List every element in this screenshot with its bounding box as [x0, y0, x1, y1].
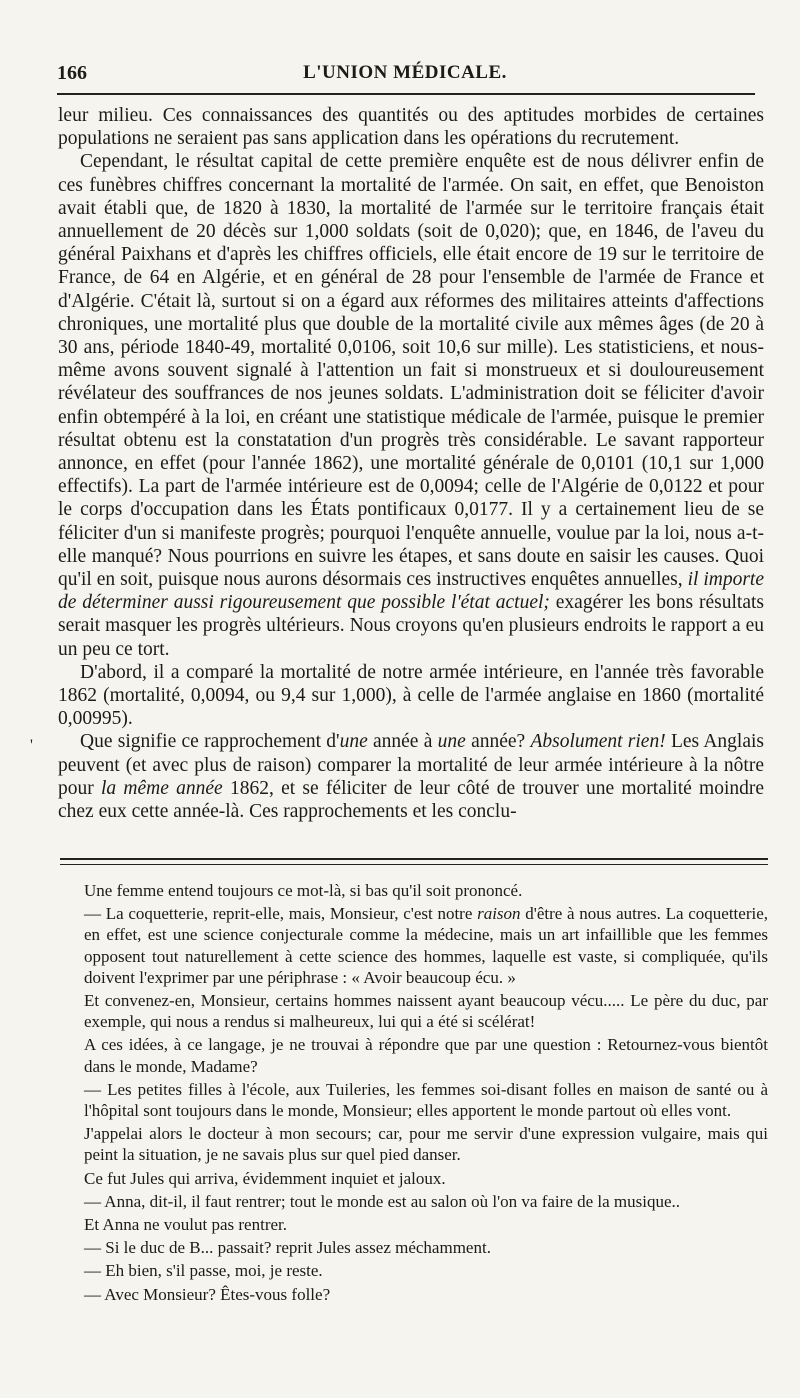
question-text-4: Les Anglais peuvent (et avec plus de raison) comparer la mortalité de leur armée intérieure à la nôtre pour [58, 731, 764, 799]
feuilleton-line: — Anna, dit-il, il faut rentrer; tout le monde est au salon où l'on va faire de la musique.. [84, 1191, 681, 1211]
feuilleton-line [84, 903, 768, 988]
question-text-1: Que signifie ce rapprochement d' [80, 731, 340, 753]
question-text-3: année? [465, 731, 531, 753]
feuilleton-rule-thin [60, 864, 768, 865]
feuilleton-line: Et convenez-en, Monsieur, certains hommes naissent ayant beaucoup vécu..... Le père du duc, par exemple, qui nous a rendus si malheureux, lui qui a été si scélérat! [84, 991, 768, 1032]
feuilleton-line-start: — La coquetterie, reprit-elle, mais, Monsieur, c'est notre [84, 904, 473, 924]
feuilleton-line: Une femme entend toujours ce mot-là, si bas qu'il soit prononcé. [84, 881, 523, 900]
feuilleton-rule-thick [60, 858, 768, 860]
italic-phrase: il importe de déterminer aussi rigoureusement que possible l'état actuel; [58, 569, 764, 614]
page-number: 166 [57, 62, 87, 84]
paragraph-continuation: leur milieu. Ces connaissances des quantités ou des aptitudes morbides de certaines populations ne seraient pas sans application dans les opérations du recrutement. [58, 105, 764, 150]
feuilleton-line: — Avec Monsieur? Êtes-vous folle? [84, 1284, 331, 1304]
paragraph-mortality-end: exagérer les bons résultats serait masquer les progrès ultérieurs. Nous croyons qu'en plusieurs endroits le rapport a eu un peu ce tort. [58, 592, 764, 660]
running-title: L'UNION MÉDICALE. [303, 62, 507, 83]
feuilleton-text [84, 880, 768, 1307]
paragraph-comparison: D'abord, il a comparé la mortalité de notre armée intérieure, en l'année très favorable 1862 (mortalité, 0,0094, ou 9,4 sur 1,000), à celle de l'armée anglaise en 1860 (mortalité 0,00995). [58, 661, 764, 730]
italic-raison: raison [477, 904, 521, 924]
feuilleton-line: — Les petites filles à l'école, aux Tuileries, les femmes soi-disant folles en maison de santé ou à l'hôpital sont toujours dans le monde, Monsieur; elles apportent le monde partout où elles vont. [84, 1079, 768, 1121]
question-text-2: année à [367, 731, 438, 753]
feuilleton-line-end: d'être à nous autres. La coquetterie, en effet, est une science conjecturale comme la médecine, mais un art infaillible que les femmes opposent tout naturellement à cette science des hommes, laquelle est vaste, si compliquée, qu'ils doivent l'exprimer par une périphrase : « Avoir beaucoup écu. » [84, 904, 769, 987]
feuilleton-line: Ce fut Jules qui arriva, évidemment inquiet et jaloux. [84, 1168, 446, 1188]
header-rule [57, 93, 755, 95]
main-article-text [58, 104, 764, 823]
paragraph-question [58, 730, 764, 823]
page-header [57, 60, 753, 86]
paragraph-mortality [58, 150, 764, 660]
feuilleton-line: — Si le duc de B... passait? reprit Jules assez méchamment. [84, 1238, 491, 1258]
feuilleton-line: — Eh bien, s'il passe, moi, je reste. [84, 1261, 323, 1281]
feuilleton-line: J'appelai alors le docteur à mon secours; car, pour me servir d'une expression vulgaire, mais qui peint la situation, je ne savais plus sur quel pied danser. [84, 1124, 768, 1165]
italic-meme-annee: la même année [101, 777, 223, 799]
italic-absolument: Absolument rien! [530, 731, 666, 753]
margin-mark: ' [30, 737, 33, 754]
italic-une-1: une [339, 731, 368, 753]
question-text-5: 1862, et se féliciter de leur côté de trouver une mortalité moindre chez eux cette année-là. Ces rapprochements et les conclu- [58, 777, 765, 823]
italic-une-2: une [437, 731, 466, 753]
feuilleton-line: A ces idées, à ce langage, je ne trouvai à répondre que par une question : Retournez-vous bientôt dans le monde, Madame? [84, 1035, 768, 1076]
feuilleton-line: Et Anna ne voulut pas rentrer. [84, 1215, 288, 1235]
paragraph-mortality-text: Cependant, le résultat capital de cette première enquête est de nous délivrer enfin de ces funèbres chiffres concernant la mortalité de l'armée. On sait, en effet, que Benoiston avait établi que, de 1820 à 1830, la mortalité de l'armée sur le territoire français était annuellement de 20 décès sur 1,000 soldats (soit de 0,020); que, en 1846, de l'aveu du général Paixhans et d'après les chiffres officiels, elle était encore de 19 sur le territoire de France, de 64 en Algérie, et en général de 28 pour l'ensemble de l'armée de France et d'Algérie. C'était là, surtout si on a égard aux réformes des militaires atteints d'affections chroniques, une mortalité plus que double de la mortalité civile aux mêmes âges (de 20 à 30 ans, période 1840-49, mortalité 0,0106, soit 10,6 sur mille). Les statisticiens, et nous-même avons souvent signalé à l'attention un fait si monstrueux et si douloureusement révélateur des souffrances de nos jeunes soldats. L'administration doit se féliciter d'avoir enfin obtempéré à la loi, en créant une statistique médicale de l'armée, puisque le premier résultat obtenu est la constatation d'un progrès très considérable. Le savant rapporteur annonce, en effet (pour l'année 1862), une mortalité générale de 0,0101 (10,1 sur 1,000 effectifs). La part de l'armée intérieure est de 0,0094; celle de l'Algérie de 0,0122 et pour le corps d'occupation dans les États pontificaux 0,0177. Il y a certainement lieu de se féliciter d'un si manifeste progrès; pourquoi l'enquête annuelle, voulue par la loi, nous a-t-elle manqué? Nous pourrions en suivre les étapes, et sans doute en saisir les causes. Quoi qu'il en soit, puisque nous aurons désormais ces instructives enquêtes annuelles, [58, 151, 764, 591]
